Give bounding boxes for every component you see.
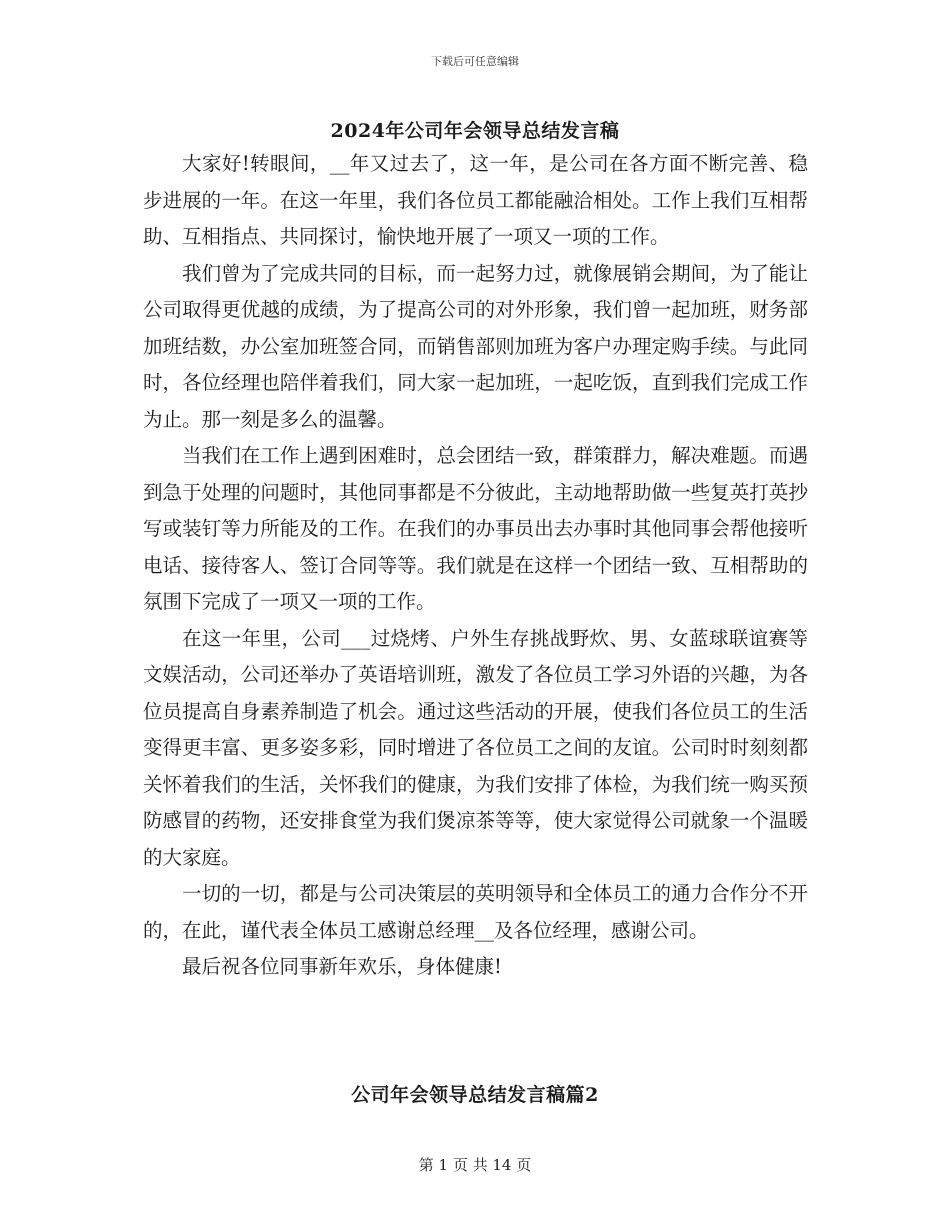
page-header-note: 下载后可任意编辑 (431, 55, 519, 68)
paragraph-thanks: 一切的一切，都是与公司决策层的英明领导和全体员工的通力合作分不开的，在此，谨代表全体员工感谢总经理__及各位经理，感谢公司。 (143, 882, 808, 942)
document-body (143, 146, 808, 986)
paragraph-greeting: 大家好!转眼间，__年又过去了，这一年，是公司在各方面不断完善、稳步进展的一年。在这一年里，我们各位员工都能融洽相处。工作上我们互相帮助、互相指点、共同探讨，愉快地开展了一项又一项的工作。 (143, 152, 808, 248)
paragraph-solving-difficulties: 当我们在工作上遇到困难时，总会团结一致，群策群力，解决难题。而遇到急于处理的问题时，其他同事都是不分彼此，主动地帮助做一些复英打英抄写或装钉等力所能及的工作。在我们的办事员出去办事时其他同事会帮他接听电话、接待客人、签订合同等等。我们就是在这样一个团结一致、互相帮助的氛围下完成了一项又一项的工作。 (143, 444, 808, 613)
document-title: 2024年公司年会领导总结发言稿 (330, 120, 620, 142)
page-number-footer: 第 1 页 共 14 页 (418, 1156, 532, 1174)
paragraph-activities: 在这一年里，公司___过烧烤、户外生存挑战野炊、男、女蓝球联谊赛等文娱活动，公司还举办了英语培训班，激发了各位员工学习外语的兴趣，为各位员提高自身素养制造了机会。通过这些活动的开展，使我们各位员工的生活变得更丰富、更多姿多彩，同时增进了各位员工之间的友谊。公司时时刻刻都关怀着我们的生活，关怀我们的健康，为我们安排了体检，为我们统一购买预防感冒的药物，还安排食堂为我们煲凉茶等等，使大家觉得公司就象一个温暖的大家庭。 (143, 626, 808, 869)
paragraph-teamwork-exhibition: 我们曾为了完成共同的目标，而一起努力过，就像展销会期间，为了能让公司取得更优越的成绩，为了提高公司的对外形象，我们曾一起加班，财务部加班结数，办公室加班签合同，而销售部则加班为客户办理定购手续。与此同时，各位经理也陪伴着我们，同大家一起加班，一起吃饭，直到我们完成工作为止。那一刻是多么的温馨。 (143, 261, 808, 431)
next-section-title: 公司年会领导总结发言稿篇2 (351, 1084, 599, 1106)
paragraph-closing-wishes: 最后祝各位同事新年欢乐，身体健康! (182, 955, 502, 978)
